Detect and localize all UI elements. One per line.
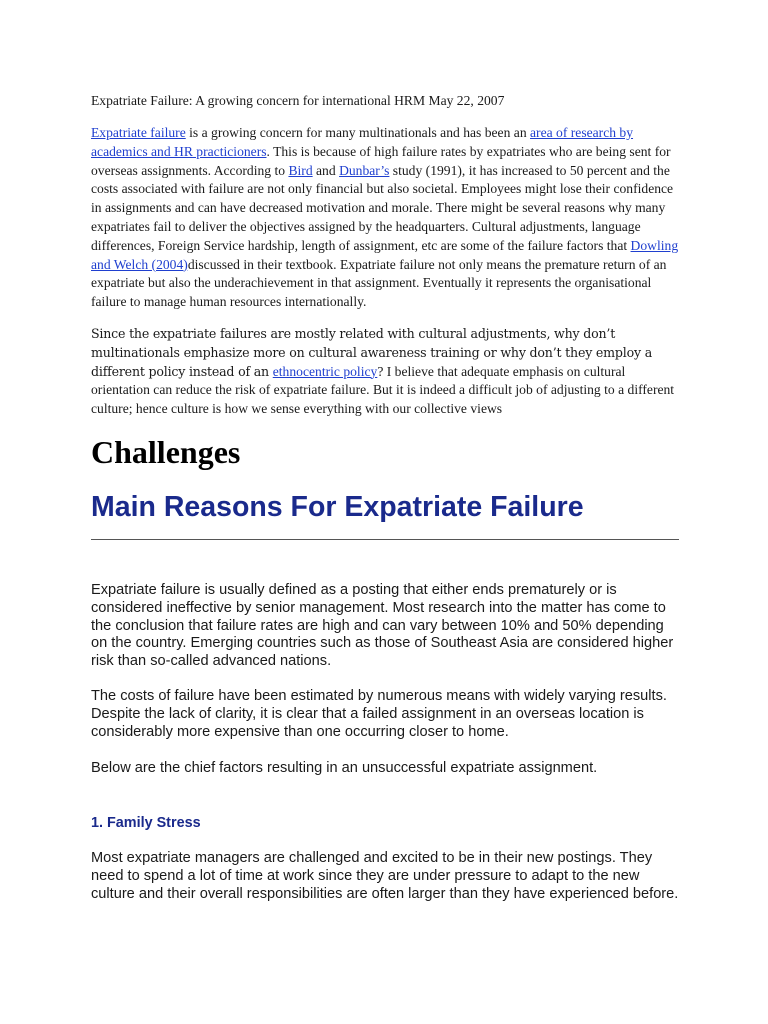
intro-text-3: and (312, 162, 340, 178)
link-area-of-research[interactable]: area of research by academics and HR practicioners (91, 125, 634, 159)
intro-paragraph (91, 124, 681, 312)
link-dowling-welch[interactable]: Dowling and Welch (2004) (91, 237, 679, 272)
intro-text-5: discussed in their textbook. Expatriate failure not only means the premature return of an expatriate but also the underachievement in that assignment. Eventually it represents the organisational failure to manage human resources internationally. (91, 256, 667, 310)
culture-text-1: Since the expatriate failures are mostly related with cultural adjustments, why don’t multinationals emphasize more on cultural awareness training or why don’t they employ a different policy instead of an (91, 326, 653, 379)
link-ethnocentric-policy[interactable]: ethnocentric policy (272, 363, 378, 379)
intro-text-4: study (1991), it has increased to 50 percent and the costs associated with failure are not only financial but also societal. Employees might lose their confidence in assignments and can have decreased motivation and morale. There might be several reasons why many expatriates fail to deliver the objectives assigned by the headquarters. Cultural adjustments, language differences, Foreign Service hardship, length of assignment, etc are some of the failure factors that (91, 162, 674, 253)
main-reasons-title: Main Reasons For Expatriate Failure (91, 491, 584, 523)
family-stress-paragraph: Most expatriate managers are challenged and excited to be in their new postings. They need to spend a lot of time at work since they are under pressure to adapt to the new culture and their overall responsibilities are often larger than they have experienced before. (91, 850, 679, 902)
article-header: Expatriate Failure: A growing concern for international HRM May 22, 2007 (91, 93, 505, 108)
challenges-heading: Challenges (91, 434, 241, 470)
definition-paragraph: Expatriate failure is usually defined as a posting that either ends prematurely or is considered ineffective by senior management. Most research into the matter has come to the conclusion that failure rates are high and can vary between 10% and 50% depending on the country. Emerging countries such as those of Southeast Asia are considered higher risk than so-called advanced nations. (91, 582, 674, 670)
horizontal-divider (91, 539, 679, 540)
family-stress-heading: 1. Family Stress (91, 815, 201, 831)
intro-text-2: . This is because of high failure rates by expatriates who are being sent for overseas assignments. According to (91, 143, 671, 178)
factors-intro-paragraph: Below are the chief factors resulting in an unsuccessful expatriate assignment. (91, 760, 598, 776)
link-expatriate-failure[interactable]: Expatriate failure (91, 125, 186, 140)
link-bird[interactable]: Bird (288, 162, 313, 178)
culture-paragraph (91, 325, 681, 419)
culture-text-2: ? I believe that adequate emphasis on cultural orientation can reduce the risk of expatriate failure. But it is indeed a difficult job of adjusting to a different culture; hence culture is how we sense everything with our collective views (91, 363, 675, 417)
intro-text-1: is a growing concern for many multinationals and has been an (185, 125, 531, 140)
link-dunbar[interactable]: Dunbar’s (339, 162, 390, 178)
costs-paragraph: The costs of failure have been estimated by numerous means with widely varying results. Despite the lack of clarity, it is clear that a failed assignment in an overseas location is considerably more expensive than one occurring closer to home. (91, 688, 667, 740)
